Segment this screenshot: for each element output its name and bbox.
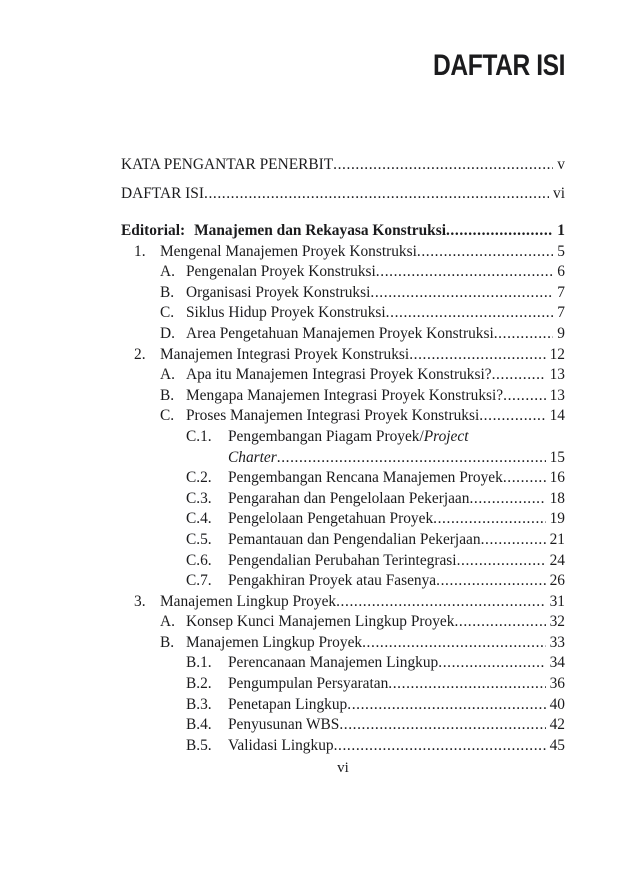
dot-leader <box>417 242 553 263</box>
toc-entry <box>121 386 565 407</box>
toc-entry <box>121 612 565 633</box>
toc-entry <box>121 468 565 489</box>
toc-entry-label: Mengenal Manajemen Proyek Konstruksi <box>160 242 417 260</box>
toc-entry-label: Pengenalan Proyek Konstruksi <box>186 263 376 281</box>
toc-entry <box>121 324 565 345</box>
toc-entry-page: 33 <box>549 633 565 651</box>
dot-leader <box>492 365 546 386</box>
toc-entry-label: Pengelolaan Pengetahuan Proyek <box>228 510 434 528</box>
dot-leader <box>333 154 553 175</box>
toc-entry-page: 12 <box>549 345 565 363</box>
toc-entry-label: Konsep Kunci Manajemen Lingkup Proyek <box>186 613 455 631</box>
toc-entry-page: 32 <box>549 613 565 631</box>
toc-entry-page: 5 <box>557 242 565 260</box>
dot-leader <box>334 736 546 757</box>
toc-entry-label: Manajemen Lingkup Proyek <box>186 633 363 651</box>
toc-entry-line2 <box>228 448 565 469</box>
dot-leader <box>347 695 545 716</box>
dot-leader <box>336 592 546 613</box>
toc-entry <box>121 283 565 304</box>
toc-entry <box>121 551 565 572</box>
front-matter-page: v <box>557 156 565 173</box>
toc-entry <box>121 653 565 674</box>
toc-entry-marker: B.1. <box>186 654 212 672</box>
toc-entry <box>121 242 565 263</box>
toc-entry-page: 40 <box>549 695 565 713</box>
toc-entry-page: 45 <box>549 736 565 754</box>
toc-entry-page: 18 <box>549 489 565 507</box>
toc-entry-marker: B.3. <box>186 695 212 713</box>
toc-entry-marker: A. <box>160 366 175 384</box>
toc-entry-label: Organisasi Proyek Konstruksi <box>186 283 371 301</box>
toc-entry-label: Manajemen Lingkup Proyek <box>160 592 337 610</box>
toc-entry-label: Proses Manajemen Integrasi Proyek Konstruksi <box>186 407 480 425</box>
front-matter-page: vi <box>553 185 565 202</box>
toc-entry-marker: C. <box>160 407 175 425</box>
toc-entry-marker: C.5. <box>186 530 212 548</box>
toc-entry-marker: B.5. <box>186 736 212 754</box>
dot-leader <box>204 183 549 204</box>
toc-entry <box>121 427 565 468</box>
dot-leader <box>409 345 545 366</box>
page-title: DAFTAR ISI <box>432 49 565 82</box>
dot-leader <box>433 509 545 530</box>
dot-leader <box>436 571 545 592</box>
toc-entry-wrapped-text <box>228 427 565 468</box>
dot-leader <box>362 633 546 654</box>
toc-entry-marker: 2. <box>134 345 146 363</box>
toc-entry-label: Apa itu Manajemen Integrasi Proyek Konstruksi? <box>186 366 492 384</box>
toc-entry-marker: A. <box>160 613 175 631</box>
toc-entry-page: 6 <box>557 263 565 281</box>
page-footer-number: vi <box>337 760 349 776</box>
toc-entry-page: 26 <box>549 572 565 590</box>
toc-entry-marker: B.2. <box>186 675 212 693</box>
toc-entry-label: Pengendalian Perubahan Terintegrasi <box>228 551 457 569</box>
toc-entry-page: 1 <box>557 222 565 239</box>
toc-entry <box>121 592 565 613</box>
toc-entry <box>121 736 565 757</box>
toc-entry-label: Validasi Lingkup <box>228 736 334 754</box>
dot-leader <box>454 612 545 633</box>
toc-entry-page: 15 <box>549 448 565 466</box>
toc-entry-marker: C.3. <box>186 489 212 507</box>
toc-entry-marker: C.4. <box>186 510 212 528</box>
toc-entry-marker: A. <box>160 263 175 281</box>
dot-leader <box>339 715 545 736</box>
toc-entry <box>121 571 565 592</box>
toc-entry-label: Pengembangan Piagam Proyek/ <box>228 427 424 445</box>
toc-entry-marker: D. <box>160 324 175 342</box>
toc-entry-marker: B.4. <box>186 716 212 734</box>
dot-leader <box>457 551 546 572</box>
toc-list <box>121 221 565 756</box>
toc-entry <box>121 303 565 324</box>
toc-entry-line1 <box>228 427 565 448</box>
front-matter-entry <box>121 154 565 175</box>
toc-entry-page: 14 <box>549 407 565 425</box>
toc-entry <box>121 674 565 695</box>
toc-entry-label: Pengembangan Rencana Manajemen Proyek <box>228 469 503 487</box>
dot-leader <box>370 283 553 304</box>
toc-entry-label: Perencanaan Manajemen Lingkup <box>228 654 439 672</box>
toc-entry-page: 24 <box>549 551 565 569</box>
toc-entry-marker: B. <box>160 283 175 301</box>
toc-entry-label: Manajemen Integrasi Proyek Konstruksi <box>160 345 410 363</box>
toc-entry-label: Pemantauan dan Pengendalian Pekerjaan <box>228 530 481 548</box>
toc-entry-page: 34 <box>549 654 565 672</box>
toc-entry-marker: B. <box>160 386 175 404</box>
toc-entry <box>121 262 565 283</box>
toc-entry-label: Penetapan Lingkup <box>228 695 348 713</box>
toc-entry-marker: 3. <box>134 592 146 610</box>
toc-entry-page: 21 <box>549 530 565 548</box>
toc-entry-label-italic: Project <box>423 427 469 445</box>
toc-entry-label: Area Pengetahuan Manajemen Proyek Konstruksi <box>186 324 494 342</box>
toc-entry-marker: C. <box>160 304 175 322</box>
toc-entry-label: Mengapa Manajemen Integrasi Proyek Konstruksi? <box>186 386 504 404</box>
dot-leader <box>479 406 545 427</box>
toc-entry-marker: C.2. <box>186 469 212 487</box>
dot-leader <box>376 262 554 283</box>
front-matter-entry <box>121 183 565 204</box>
toc-entry <box>121 715 565 736</box>
toc-entry-label: Pengarahan dan Pengelolaan Pekerjaan <box>228 489 470 507</box>
toc-entry-page: 16 <box>549 469 565 487</box>
front-matter-label: KATA PENGANTAR PENERBIT <box>121 156 334 173</box>
toc-entry-page: 13 <box>549 366 565 384</box>
toc-entry-page: 7 <box>557 304 565 322</box>
dot-leader <box>446 221 553 242</box>
toc-entry-label: Pengakhiran Proyek atau Fasenya <box>228 572 437 590</box>
toc-entry-page: 31 <box>549 592 565 610</box>
front-matter-label: DAFTAR ISI <box>121 185 204 202</box>
toc-entry <box>121 345 565 366</box>
toc-entry <box>121 509 565 530</box>
dot-leader <box>388 674 545 695</box>
toc-entry-marker: Editorial: <box>121 222 186 239</box>
dot-leader <box>469 489 545 510</box>
toc-entry <box>121 365 565 386</box>
dot-leader <box>438 653 545 674</box>
dot-leader <box>494 324 554 345</box>
toc-entry-label: Penyusunan WBS <box>228 716 340 734</box>
dot-leader <box>503 468 546 489</box>
toc-entry-label: Pengumpulan Persyaratan <box>228 675 389 693</box>
dot-leader <box>386 303 554 324</box>
toc-entry-marker: C.1. <box>186 427 212 445</box>
toc-entry <box>121 406 565 427</box>
toc-entry-page: 19 <box>549 510 565 528</box>
toc-entry-label: Manajemen dan Rekayasa Konstruksi <box>194 222 446 239</box>
toc-entry-page: 13 <box>549 386 565 404</box>
toc-entry-marker: 1. <box>134 242 146 260</box>
toc-entry <box>121 695 565 716</box>
dot-leader <box>481 530 546 551</box>
dot-leader <box>503 386 545 407</box>
toc-entry-page: 42 <box>549 716 565 734</box>
toc-entry-marker: C.6. <box>186 551 212 569</box>
toc-entry-marker: C.7. <box>186 572 212 590</box>
toc-entry-label-italic: Charter <box>228 448 277 466</box>
toc-entry-page: 7 <box>557 283 565 301</box>
dot-leader <box>277 448 546 469</box>
toc-entry <box>121 633 565 654</box>
toc-entry-marker: B. <box>160 633 175 651</box>
toc-entry <box>121 530 565 551</box>
toc-entry <box>121 489 565 510</box>
toc-entry-label: Siklus Hidup Proyek Konstruksi <box>186 304 386 322</box>
toc-entry-page: 9 <box>557 324 565 342</box>
toc-entry <box>121 221 565 242</box>
front-matter-list <box>121 154 565 212</box>
toc-entry-page: 36 <box>549 675 565 693</box>
